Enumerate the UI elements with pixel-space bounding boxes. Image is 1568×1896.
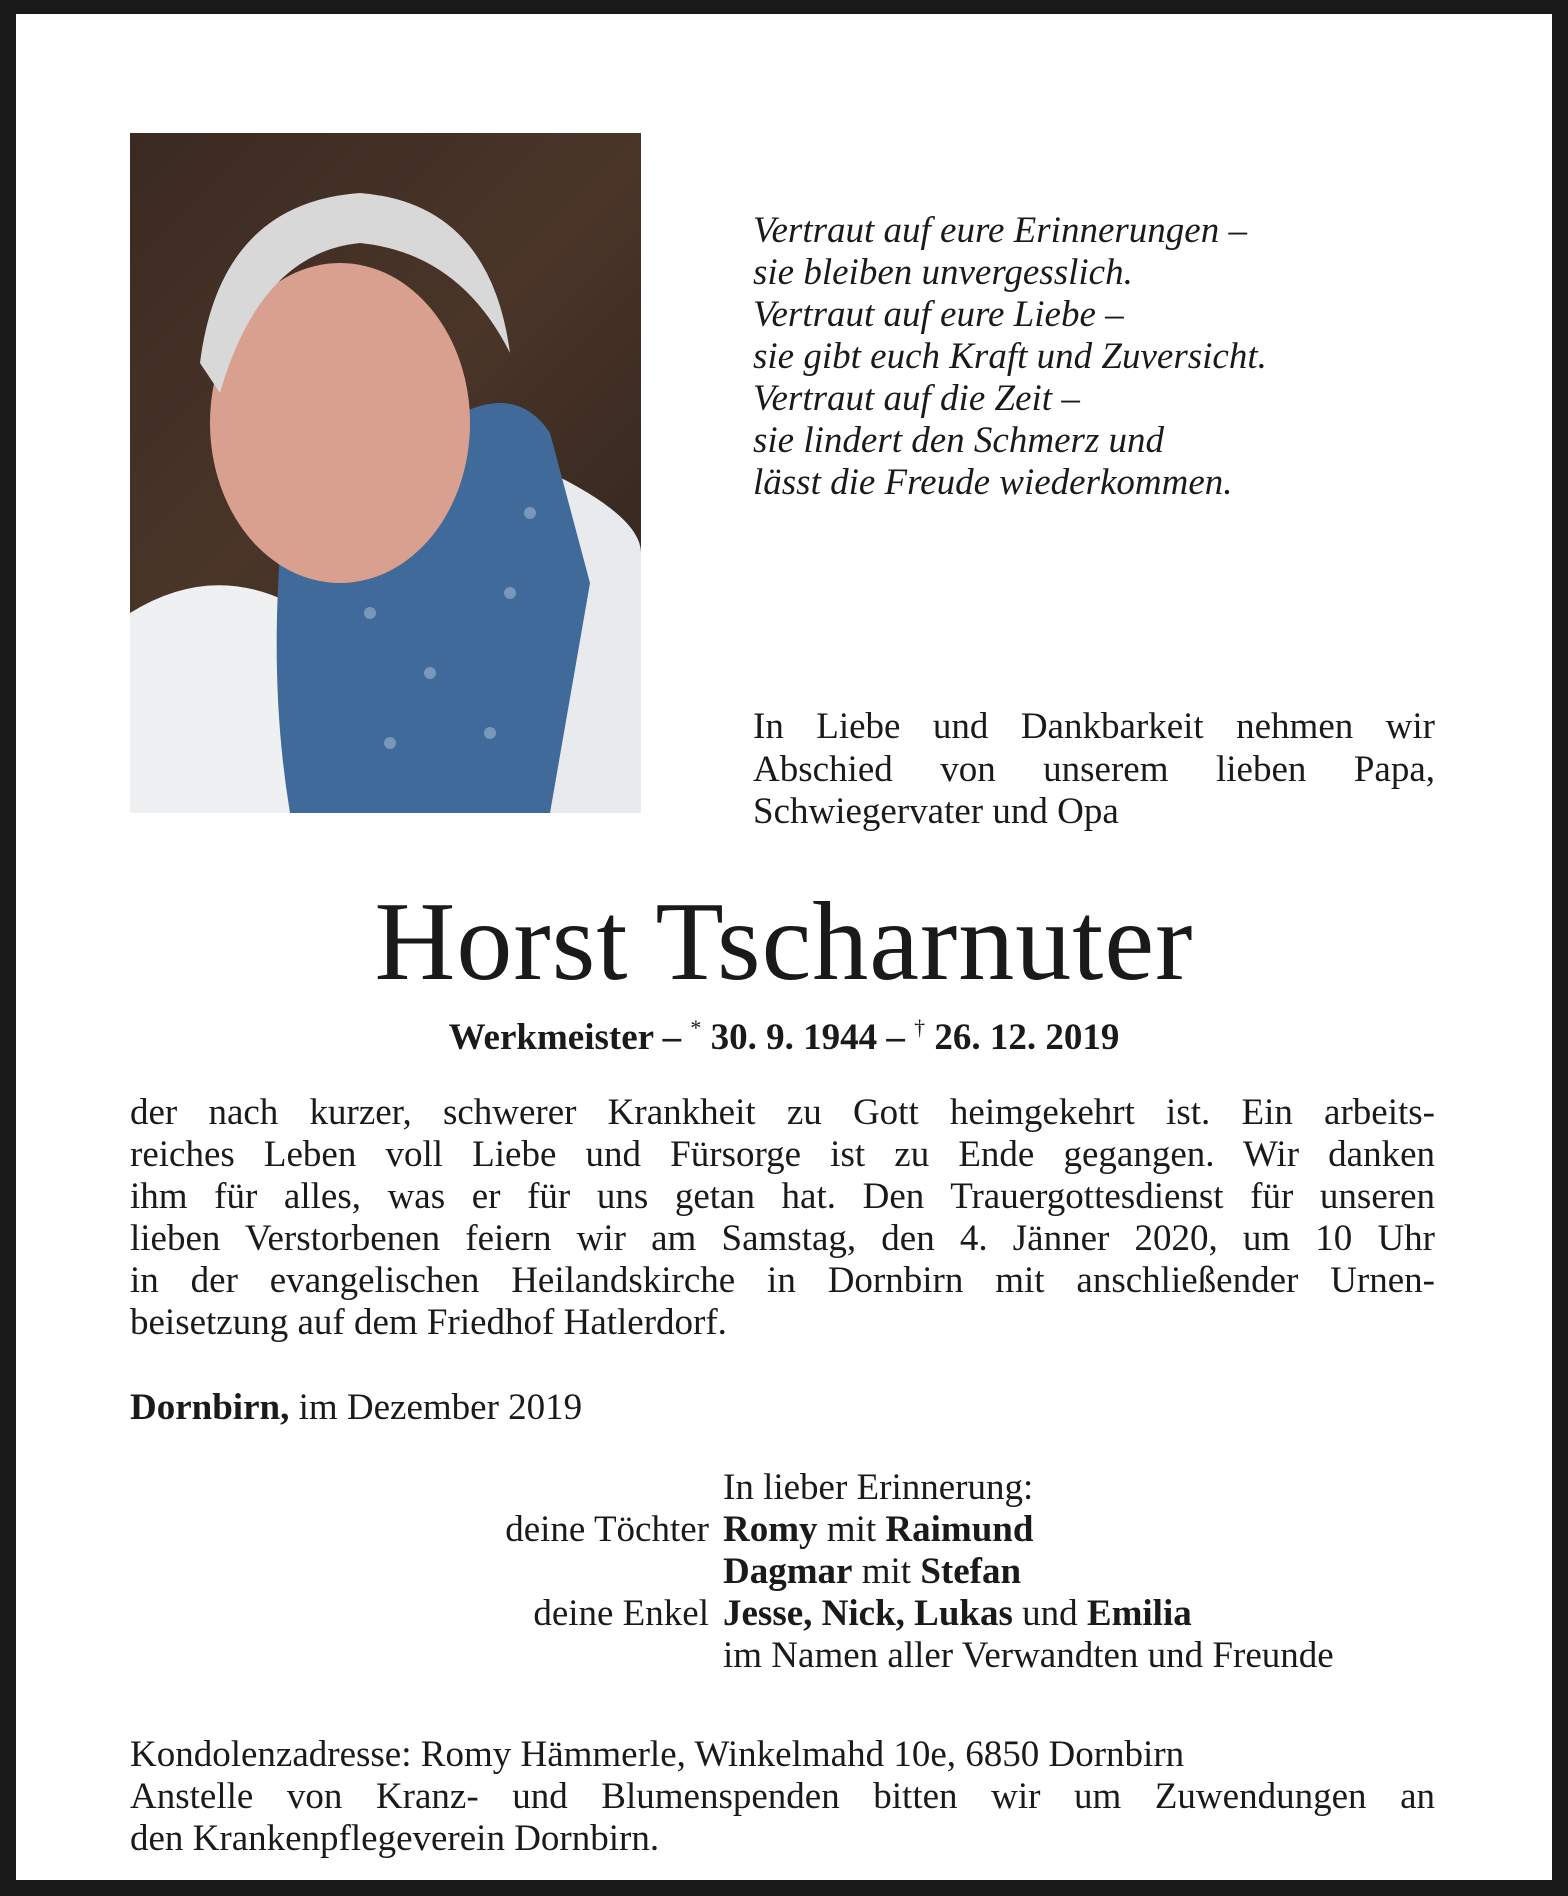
partner-name: Raimund bbox=[885, 1509, 1034, 1550]
body-line: ihm für alles, was er für uns getan hat. Den Trauergottesdienst für unseren bbox=[130, 1176, 1435, 1217]
grandchild-name: Emilia bbox=[1086, 1593, 1192, 1634]
life-dates bbox=[16, 1006, 1552, 1060]
body-line: reiches Leben voll Liebe und Fürsorge ist zu Ende gegangen. Wir danken bbox=[130, 1134, 1435, 1175]
poem-line: Vertraut auf die Zeit – bbox=[753, 378, 1080, 419]
death-symbol: † bbox=[914, 1015, 926, 1040]
intro-line: Schwiegervater und Opa bbox=[753, 791, 1119, 832]
separator: – bbox=[653, 1017, 691, 1058]
intro-line: Abschied von unserem lieben Papa, bbox=[753, 748, 1435, 790]
deceased-name: Horst Tscharnuter bbox=[374, 880, 1194, 1004]
grandchildren-label: deine Enkel bbox=[533, 1593, 709, 1634]
body-text bbox=[130, 1092, 1435, 1344]
place-date bbox=[130, 1386, 582, 1429]
daughters-label: deine Töchter bbox=[505, 1509, 709, 1550]
death-date: 26. 12. 2019 bbox=[925, 1017, 1120, 1058]
body-line: lieben Verstorbenen feiern wir am Samstag, den 4. Jänner 2020, um 10 Uhr bbox=[130, 1218, 1435, 1259]
and-word: und bbox=[1012, 1593, 1087, 1634]
city: Dornbirn, bbox=[130, 1387, 290, 1428]
poem bbox=[753, 210, 1267, 504]
birth-date: 30. 9. 1944 bbox=[701, 1017, 878, 1058]
body-line: beisetzung auf dem Friedhof Hatlerdorf. bbox=[130, 1302, 727, 1343]
grandchildren-names: Jesse, Nick, Lukas bbox=[723, 1593, 1013, 1634]
separator: – bbox=[877, 1017, 915, 1058]
family-list bbox=[130, 1467, 1435, 1677]
donation-note: Anstelle von Kranz- und Blumenspenden bitten wir um Zuwendungen an bbox=[130, 1776, 1435, 1817]
poem-line: Vertraut auf eure Liebe – bbox=[753, 294, 1124, 335]
daughter-name: Dagmar bbox=[723, 1551, 853, 1592]
body-line: der nach kurzer, schwerer Krankheit zu Gott heimgekehrt ist. Ein arbeits- bbox=[130, 1092, 1435, 1133]
poem-line: sie bleiben unvergesslich. bbox=[753, 252, 1133, 293]
donation-note: den Krankenpflegeverein Dornbirn. bbox=[130, 1818, 660, 1859]
daughter-name: Romy bbox=[723, 1509, 818, 1550]
condolence-info bbox=[130, 1734, 1435, 1860]
portrait-photo bbox=[130, 133, 641, 813]
family-heading: In lieber Erinnerung: bbox=[723, 1467, 1034, 1508]
date: im Dezember 2019 bbox=[289, 1387, 583, 1428]
birth-symbol: * bbox=[690, 1015, 702, 1040]
poem-line: lässt die Freude wiederkommen. bbox=[753, 462, 1233, 503]
partner-name: Stefan bbox=[920, 1551, 1022, 1592]
with-word: mit bbox=[817, 1509, 886, 1550]
poem-line: sie lindert den Schmerz und bbox=[753, 420, 1165, 461]
intro-line: In Liebe und Dankbarkeit nehmen wir bbox=[753, 706, 1435, 747]
poem-line: sie gibt euch Kraft und Zuversicht. bbox=[753, 336, 1267, 377]
profession: Werkmeister bbox=[448, 1017, 654, 1058]
body-line: in der evangelischen Heilandskirche in Dornbirn mit anschließender Urnen- bbox=[130, 1260, 1435, 1301]
with-word: mit bbox=[852, 1551, 921, 1592]
poem-line: Vertraut auf eure Erinnerungen – bbox=[753, 210, 1247, 251]
intro-text bbox=[753, 706, 1435, 834]
condolence-address: Kondolenzadresse: Romy Hämmerle, Winkelmahd 10e, 6850 Dornbirn bbox=[130, 1734, 1185, 1775]
family-closing: im Namen aller Verwandten und Freunde bbox=[723, 1635, 1334, 1676]
